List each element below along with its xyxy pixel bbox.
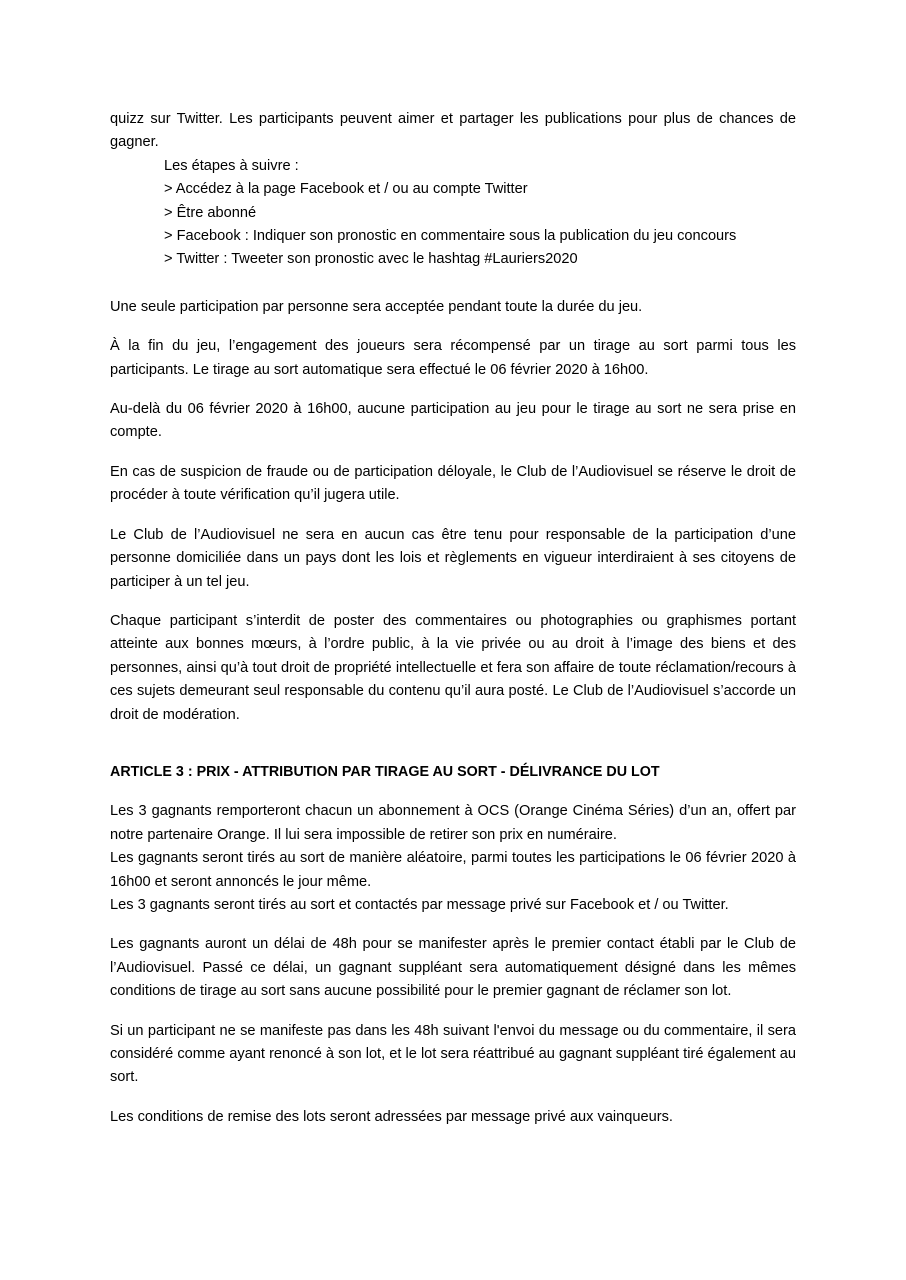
paragraph-delivery: Les conditions de remise des lots seront adressées par message privé aux vainqueurs.	[110, 1108, 673, 1125]
steps-list	[164, 155, 796, 272]
steps-title: Les étapes à suivre :	[164, 157, 299, 174]
paragraph-content-rules: Chaque participant s’interdit de poster des commentaires ou photographies ou graphismes portant atteinte aux bonnes mœurs, à l’ordre public, à la vie privée ou au droit à l’image des biens et des personnes, ainsi qu’à tout droit de propriété intellectuelle et fera son affaire de toute réclamation/recours à ces sujets demeurant seul responsable du contenu qu’il aura posté. Le Club de l’Audiovisuel s’accorde un droit de modération.	[110, 612, 796, 723]
paragraph-single-participation: Une seule participation par personne sera acceptée pendant toute la durée du jeu.	[110, 298, 643, 315]
paragraph-responsibility: Le Club de l’Audiovisuel ne sera en aucun cas être tenu pour responsable de la participation d’une personne domiciliée dans un pays dont les lois et règlements en vigueur interdiraient à ses citoyens de participer à un tel jeu.	[110, 526, 796, 590]
paragraph-renounce: Si un participant ne se manifeste pas dans les 48h suivant l'envoi du message ou du commentaire, il sera considéré comme ayant renoncé à son lot, et le lot sera réattribué au gagnant suppléant tiré également au sort.	[110, 1022, 796, 1086]
article-3-heading: ARTICLE 3 : PRIX - ATTRIBUTION PAR TIRAGE AU SORT - DÉLIVRANCE DU LOT	[110, 763, 660, 780]
prize-line: Les gagnants seront tirés au sort de manière aléatoire, parmi toutes les participations le 06 février 2020 à 16h00 et seront annoncés le jour même.	[110, 850, 796, 890]
prize-line: Les 3 gagnants remporteront chacun un abonnement à OCS (Orange Cinéma Séries) d’un an, offert par notre partenaire Orange. Il lui sera impossible de retirer son prix en numéraire.	[110, 803, 796, 843]
document-page	[110, 108, 796, 1145]
step-item: > Twitter : Tweeter son pronostic avec le hashtag #Lauriers2020	[164, 251, 578, 268]
paragraph-claim-delay: Les gagnants auront un délai de 48h pour se manifester après le premier contact établi par le Club de l’Audiovisuel. Passé ce délai, un gagnant suppléant sera automatiquement désigné dans les mêmes conditions de tirage au sort sans aucune possibilité pour le premier gagnant de réclamer son lot.	[110, 936, 796, 1000]
article-3-prize-block	[110, 800, 796, 917]
prize-line: Les 3 gagnants seront tirés au sort et contactés par message privé sur Facebook et / ou Twitter.	[110, 896, 729, 913]
paragraph-fraud: En cas de suspicion de fraude ou de participation déloyale, le Club de l’Audiovisuel se réserve le droit de procéder à toute vérification qu’il jugera utile.	[110, 463, 796, 504]
step-item: > Accédez à la page Facebook et / ou au compte Twitter	[164, 181, 528, 198]
paragraph-deadline: Au-delà du 06 février 2020 à 16h00, aucune participation au jeu pour le tirage au sort ne sera prise en compte.	[110, 401, 796, 441]
step-item: > Être abonné	[164, 204, 257, 221]
step-item: > Facebook : Indiquer son pronostic en commentaire sous la publication du jeu concours	[164, 228, 737, 245]
intro-paragraph: quizz sur Twitter. Les participants peuvent aimer et partager les publications pour plus de chances de gagner.	[110, 111, 796, 151]
paragraph-draw: À la fin du jeu, l’engagement des joueurs sera récompensé par un tirage au sort parmi tous les participants. Le tirage au sort automatique sera effectué le 06 février 2020 à 16h00.	[110, 338, 796, 378]
